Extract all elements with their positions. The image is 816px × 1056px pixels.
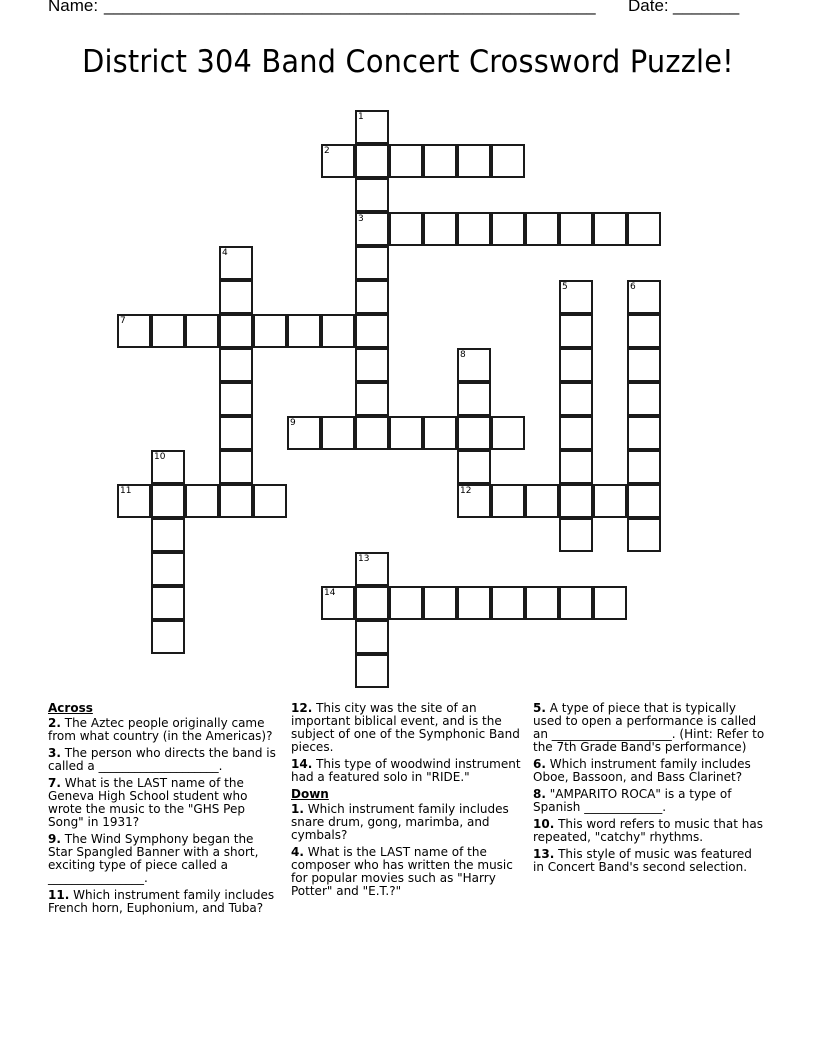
clue-across-3 bbox=[48, 747, 280, 773]
grid-cell[interactable] bbox=[355, 382, 389, 416]
grid-cell[interactable] bbox=[219, 348, 253, 382]
across-heading: Across bbox=[48, 701, 93, 715]
grid-cell[interactable] bbox=[559, 450, 593, 484]
cell-number: 8 bbox=[460, 350, 466, 360]
grid-cell[interactable] bbox=[559, 416, 593, 450]
grid-cell[interactable] bbox=[321, 586, 355, 620]
clues-column-3 bbox=[533, 702, 765, 878]
grid-cell[interactable] bbox=[491, 144, 525, 178]
clue-text: This city was the site of an important biblical event, and is the subject of one of the Symphonic Band pieces. bbox=[291, 701, 520, 754]
clue-number: 7. bbox=[48, 776, 61, 790]
grid-cell[interactable] bbox=[491, 416, 525, 450]
grid-cell[interactable] bbox=[457, 484, 491, 518]
grid-cell[interactable] bbox=[253, 314, 287, 348]
grid-cell[interactable] bbox=[491, 484, 525, 518]
grid-cell[interactable] bbox=[321, 144, 355, 178]
clue-number: 12. bbox=[291, 701, 313, 715]
grid-cell[interactable] bbox=[457, 348, 491, 382]
grid-cell[interactable] bbox=[525, 212, 559, 246]
grid-cell[interactable] bbox=[457, 450, 491, 484]
grid-cell[interactable] bbox=[525, 484, 559, 518]
cell-number: 10 bbox=[154, 452, 166, 462]
grid-cell[interactable] bbox=[423, 586, 457, 620]
grid-cell[interactable] bbox=[559, 518, 593, 552]
clue-text: Which instrument family includes French horn, Euphonium, and Tuba? bbox=[48, 888, 275, 915]
clue-across-9 bbox=[48, 833, 280, 885]
clue-across-11 bbox=[48, 889, 280, 915]
clues-column-2 bbox=[291, 702, 523, 902]
grid-cell[interactable] bbox=[151, 586, 185, 620]
grid-cell[interactable] bbox=[355, 620, 389, 654]
cell-number: 5 bbox=[562, 282, 568, 292]
cell-number: 7 bbox=[120, 316, 126, 326]
clue-text: The Aztec people originally came from what country (in the Americas)? bbox=[48, 716, 273, 743]
grid-cell[interactable] bbox=[627, 280, 661, 314]
clue-text: The person who directs the band is called a ____________________. bbox=[48, 746, 276, 773]
clue-down-8 bbox=[533, 788, 765, 814]
date-field[interactable]: _______ bbox=[673, 0, 740, 15]
clue-text: This type of woodwind instrument had a featured solo in "RIDE." bbox=[291, 757, 521, 784]
clue-number: 5. bbox=[533, 701, 546, 715]
grid-cell[interactable] bbox=[491, 212, 525, 246]
grid-cell[interactable] bbox=[593, 212, 627, 246]
clue-text: Which instrument family includes Oboe, Bassoon, and Bass Clarinet? bbox=[533, 757, 751, 784]
clue-number: 11. bbox=[48, 888, 70, 902]
clue-text: Which instrument family includes snare drum, gong, marimba, and cymbals? bbox=[291, 802, 509, 842]
grid-cell[interactable] bbox=[321, 314, 355, 348]
clue-number: 8. bbox=[533, 787, 546, 801]
cell-number: 6 bbox=[630, 282, 636, 292]
clue-across-7 bbox=[48, 777, 280, 829]
name-label: Name: bbox=[48, 0, 99, 15]
grid-cell[interactable] bbox=[219, 280, 253, 314]
grid-cell[interactable] bbox=[559, 586, 593, 620]
grid-cell[interactable] bbox=[151, 518, 185, 552]
grid-cell[interactable] bbox=[355, 552, 389, 586]
grid-cell[interactable] bbox=[117, 314, 151, 348]
grid-cell[interactable] bbox=[559, 484, 593, 518]
grid-cell[interactable] bbox=[389, 212, 423, 246]
grid-cell[interactable] bbox=[287, 416, 321, 450]
cell-number: 9 bbox=[290, 418, 296, 428]
grid-cell[interactable] bbox=[219, 382, 253, 416]
grid-cell[interactable] bbox=[457, 586, 491, 620]
clue-number: 9. bbox=[48, 832, 61, 846]
clue-down-10 bbox=[533, 818, 765, 844]
grid-cell[interactable] bbox=[423, 144, 457, 178]
grid-cell[interactable] bbox=[627, 212, 661, 246]
grid-cell[interactable] bbox=[355, 586, 389, 620]
clue-text: What is the LAST name of the Geneva High School student who wrote the music to the "GHS Pep Song" in 1931? bbox=[48, 776, 248, 829]
grid-cell[interactable] bbox=[627, 518, 661, 552]
grid-cell[interactable] bbox=[355, 416, 389, 450]
grid-cell[interactable] bbox=[355, 654, 389, 688]
grid-cell[interactable] bbox=[219, 246, 253, 280]
grid-cell[interactable] bbox=[457, 144, 491, 178]
clue-number: 1. bbox=[291, 802, 304, 816]
cell-number: 2 bbox=[324, 146, 330, 156]
grid-cell[interactable] bbox=[355, 348, 389, 382]
grid-cell[interactable] bbox=[117, 484, 151, 518]
clue-number: 14. bbox=[291, 757, 313, 771]
grid-cell[interactable] bbox=[355, 178, 389, 212]
grid-cell[interactable] bbox=[559, 280, 593, 314]
clue-across-12 bbox=[291, 702, 523, 754]
grid-cell[interactable] bbox=[389, 416, 423, 450]
clue-down-4 bbox=[291, 846, 523, 898]
grid-cell[interactable] bbox=[389, 144, 423, 178]
grid-cell[interactable] bbox=[627, 484, 661, 518]
clue-text: "AMPARITO ROCA" is a type of Spanish _____________. bbox=[533, 787, 732, 814]
cell-number: 13 bbox=[358, 554, 370, 564]
clue-across-14 bbox=[291, 758, 523, 784]
grid-cell[interactable] bbox=[151, 620, 185, 654]
grid-cell[interactable] bbox=[457, 212, 491, 246]
grid-cell[interactable] bbox=[627, 314, 661, 348]
grid-cell[interactable] bbox=[151, 314, 185, 348]
clue-number: 13. bbox=[533, 847, 555, 861]
clue-text: This style of music was featured in Concert Band's second selection. bbox=[533, 847, 752, 874]
grid-cell[interactable] bbox=[593, 484, 627, 518]
grid-cell[interactable] bbox=[559, 314, 593, 348]
clue-across-2 bbox=[48, 717, 280, 743]
down-heading: Down bbox=[291, 787, 329, 801]
grid-cell[interactable] bbox=[253, 484, 287, 518]
clue-text: This word refers to music that has repeated, "catchy" rhythms. bbox=[533, 817, 763, 844]
clue-down-1 bbox=[291, 803, 523, 842]
grid-cell[interactable] bbox=[185, 314, 219, 348]
clue-text: A type of piece that is typically used to open a performance is called an ____________________. (Hint: Refer to the 7th Grade Band's performance) bbox=[533, 701, 765, 754]
clue-down-6 bbox=[533, 758, 765, 784]
grid-cell[interactable] bbox=[355, 110, 389, 144]
grid-cell[interactable] bbox=[457, 382, 491, 416]
grid-cell[interactable] bbox=[525, 586, 559, 620]
grid-cell[interactable] bbox=[627, 382, 661, 416]
grid-cell[interactable] bbox=[219, 416, 253, 450]
grid-cell[interactable] bbox=[355, 280, 389, 314]
grid-cell[interactable] bbox=[355, 246, 389, 280]
page-title: District 304 Band Concert Crossword Puzzle! bbox=[82, 44, 734, 80]
clue-down-13 bbox=[533, 848, 765, 874]
grid-cell[interactable] bbox=[491, 586, 525, 620]
grid-cell[interactable] bbox=[389, 586, 423, 620]
date-label: Date: bbox=[628, 0, 669, 15]
grid-cell[interactable] bbox=[559, 382, 593, 416]
clue-number: 2. bbox=[48, 716, 61, 730]
grid-cell[interactable] bbox=[219, 450, 253, 484]
grid-cell[interactable] bbox=[321, 416, 355, 450]
name-field[interactable]: ____________________________________________________ bbox=[104, 0, 596, 15]
grid-cell[interactable] bbox=[627, 450, 661, 484]
grid-cell[interactable] bbox=[457, 416, 491, 450]
grid-cell[interactable] bbox=[287, 314, 321, 348]
grid-cell[interactable] bbox=[219, 314, 253, 348]
grid-cell[interactable] bbox=[355, 144, 389, 178]
cell-number: 3 bbox=[358, 214, 364, 224]
grid-cell[interactable] bbox=[559, 348, 593, 382]
grid-cell[interactable] bbox=[355, 212, 389, 246]
cell-number: 12 bbox=[460, 486, 472, 496]
clue-down-5 bbox=[533, 702, 765, 754]
grid-cell[interactable] bbox=[151, 484, 185, 518]
grid-cell[interactable] bbox=[423, 212, 457, 246]
grid-cell[interactable] bbox=[423, 416, 457, 450]
clue-text: What is the LAST name of the composer who has written the music for popular movies such as "Harry Potter" and "E.T.?" bbox=[291, 845, 513, 898]
clue-number: 4. bbox=[291, 845, 304, 859]
grid-cell[interactable] bbox=[627, 348, 661, 382]
clue-text: The Wind Symphony began the Star Spangled Banner with a short, exciting type of piece called a ________________. bbox=[48, 832, 259, 885]
grid-cell[interactable] bbox=[559, 212, 593, 246]
clue-number: 3. bbox=[48, 746, 61, 760]
cell-number: 1 bbox=[358, 112, 364, 122]
grid-cell[interactable] bbox=[151, 450, 185, 484]
cell-number: 4 bbox=[222, 248, 228, 258]
grid-cell[interactable] bbox=[355, 314, 389, 348]
clues-column-1 bbox=[48, 702, 280, 919]
clue-number: 10. bbox=[533, 817, 555, 831]
grid-cell[interactable] bbox=[219, 484, 253, 518]
grid-cell[interactable] bbox=[627, 416, 661, 450]
cell-number: 11 bbox=[120, 486, 132, 496]
cell-number: 14 bbox=[324, 588, 336, 598]
grid-cell[interactable] bbox=[593, 586, 627, 620]
clue-number: 6. bbox=[533, 757, 546, 771]
grid-cell[interactable] bbox=[151, 552, 185, 586]
grid-cell[interactable] bbox=[185, 484, 219, 518]
